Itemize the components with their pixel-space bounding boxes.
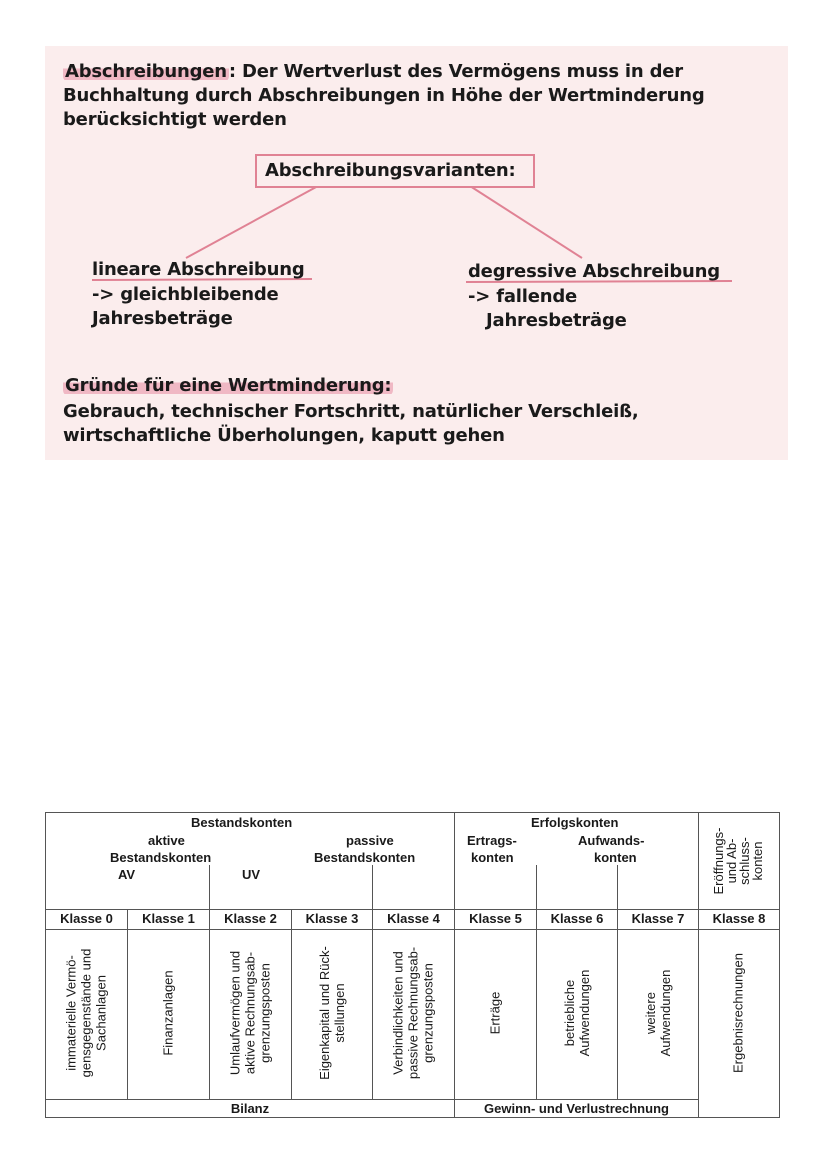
account-classes-table bbox=[45, 812, 780, 1118]
col-divider-2 bbox=[209, 865, 210, 1099]
col-divider-1 bbox=[127, 909, 128, 1099]
header-ertrags: Ertrags- bbox=[467, 833, 517, 848]
linear-line-2: Jahresbeträge bbox=[92, 308, 233, 329]
header-aufwands: Aufwands- bbox=[578, 833, 645, 848]
class-2: Klasse 2 bbox=[224, 911, 277, 926]
row-divider-classes-top bbox=[46, 909, 779, 910]
variants-box bbox=[255, 154, 535, 188]
class-1: Klasse 1 bbox=[142, 911, 195, 926]
col-divider-8 bbox=[698, 813, 699, 1118]
definition-line-2: Buchhaltung durch Abschreibungen in Höhe der Wertminderung bbox=[63, 85, 705, 106]
header-aufwands-konten: konten bbox=[594, 850, 637, 865]
definition-line-3: berücksichtigt werden bbox=[63, 109, 287, 130]
heading-abschreibungen: Abschreibungen bbox=[65, 61, 227, 82]
linear-title: lineare Abschreibung bbox=[92, 259, 305, 280]
header-ertrags-konten: konten bbox=[471, 850, 514, 865]
content-class-8: Ergebnisrechnungen bbox=[730, 953, 746, 1073]
row-divider-classes-bottom bbox=[46, 929, 779, 930]
col-divider-7 bbox=[617, 865, 618, 1099]
reasons-line-1: Gebrauch, technischer Fortschritt, natürlicher Verschleiß, bbox=[63, 401, 639, 422]
class-4: Klasse 4 bbox=[387, 911, 440, 926]
header-uv: UV bbox=[242, 867, 261, 882]
variants-title: Abschreibungsvarianten: bbox=[265, 160, 516, 181]
connector-right bbox=[470, 186, 582, 258]
header-av: AV bbox=[118, 867, 136, 882]
reasons-line-2: wirtschaftliche Überholungen, kaputt gehen bbox=[63, 425, 505, 446]
class-7: Klasse 7 bbox=[631, 911, 685, 926]
footer-guv: Gewinn- und Verlustrechnung bbox=[484, 1101, 669, 1116]
class-8: Klasse 8 bbox=[712, 911, 766, 926]
content-class-2: Umlaufvermögen und aktive Rechnungsab- grenzungsposten bbox=[227, 950, 273, 1076]
reasons-title-wrap bbox=[63, 374, 393, 398]
class-6: Klasse 6 bbox=[550, 911, 604, 926]
content-class-6: betriebliche Aufwendungen bbox=[562, 969, 592, 1057]
class-5: Klasse 5 bbox=[469, 911, 522, 926]
linear-line-1: -> gleichbleibende bbox=[92, 284, 279, 305]
content-class-4: Verbindlichkeiten und passive Rechnungsab- grenzungsposten bbox=[390, 946, 436, 1080]
content-class-0: immaterielle Vermö- gensgegenstände und Sachanlagen bbox=[63, 948, 109, 1078]
reasons-title: Gründe für eine Wertminderung: bbox=[65, 375, 392, 396]
header-passive-bestandskonten: Bestandskonten bbox=[314, 850, 416, 865]
degressive-line-2: Jahresbeträge bbox=[486, 310, 627, 331]
col-divider-3 bbox=[291, 909, 292, 1099]
header-passive: passive bbox=[346, 833, 394, 848]
col-divider-6 bbox=[536, 865, 537, 1099]
content-class-7: weitere Aufwendungen bbox=[643, 969, 673, 1057]
header-erfolgskonten: Erfolgskonten bbox=[531, 815, 619, 830]
header-eroeffnung: Eröffnungs- und Ab- schluss- konten bbox=[711, 827, 765, 895]
header-aktive: aktive bbox=[148, 833, 185, 848]
degressive-title: degressive Abschreibung bbox=[468, 261, 720, 282]
header-aktive-bestandskonten: Bestandskonten bbox=[110, 850, 212, 865]
content-class-3: Eigenkapital und Rück- stellungen bbox=[317, 946, 347, 1080]
row-divider-footer bbox=[46, 1099, 698, 1100]
class-3: Klasse 3 bbox=[305, 911, 359, 926]
footer-bilanz: Bilanz bbox=[230, 1101, 270, 1116]
content-class-5: Erträge bbox=[487, 991, 503, 1035]
col-divider-4 bbox=[372, 865, 373, 1099]
col-divider-5 bbox=[454, 813, 455, 1118]
class-0: Klasse 0 bbox=[60, 911, 113, 926]
content-class-1: Finanzanlagen bbox=[160, 970, 176, 1056]
header-bestandskonten: Bestandskonten bbox=[191, 815, 293, 830]
degressive-line-1: -> fallende bbox=[468, 286, 578, 307]
connector-left bbox=[186, 186, 318, 258]
definition-text-1: : Der Wertverlust des Vermögens muss in der bbox=[228, 61, 683, 82]
